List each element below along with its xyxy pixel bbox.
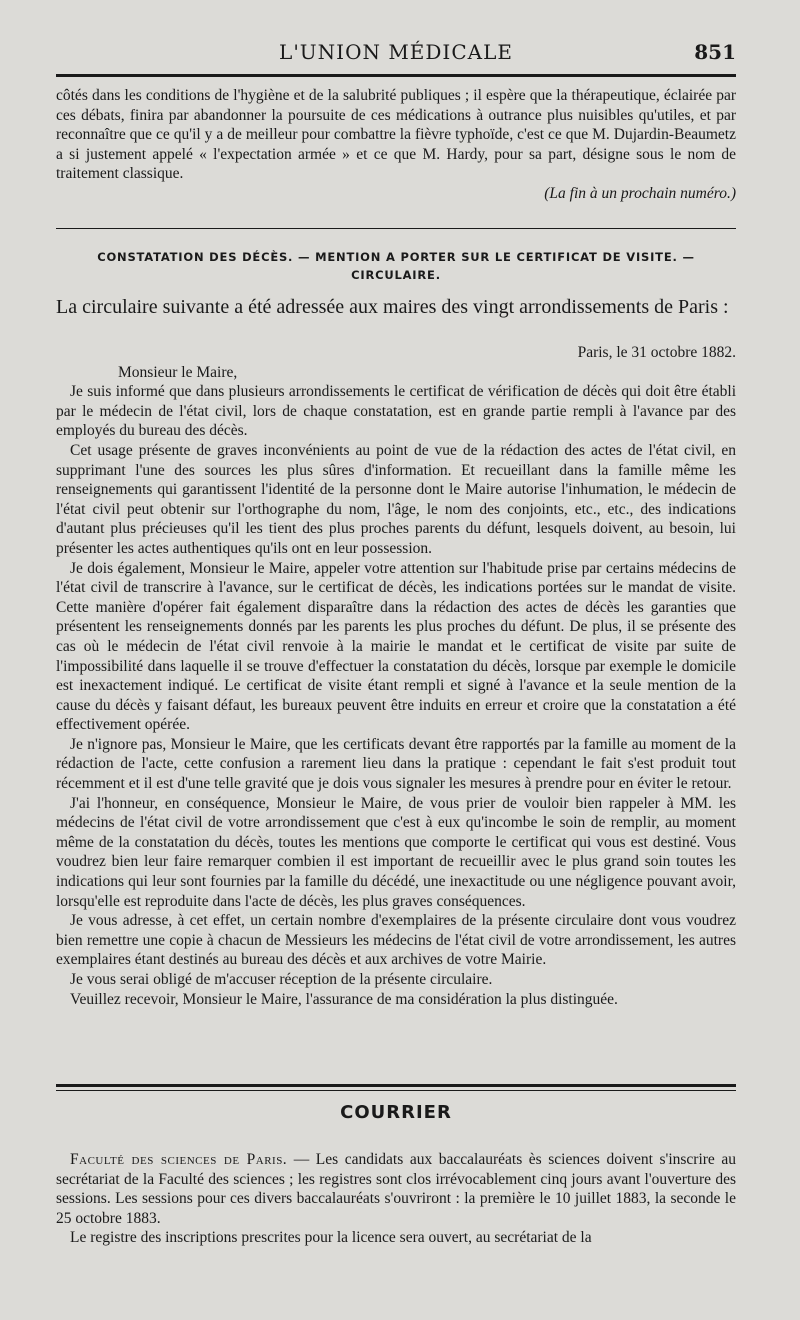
salutation: Monsieur le Maire, — [118, 363, 238, 381]
courrier-item-label: Faculté des sciences de Paris. — [70, 1151, 288, 1168]
circular-lead: La circulaire suivante a été adressée aux maires des vingt arrondissements de Paris : — [56, 296, 729, 318]
paragraph: Je suis informé que dans plusieurs arrondissements le certificat de vérification de décès qui doit être établi par le médecin de l'état civil, lors de chaque constatation, est en grande partie rempli à l'avance par des employés du bureau des décès. — [56, 383, 736, 440]
top-paragraph: côtés dans les conditions de l'hygiène et de la salubrité publiques ; il espère que la thérapeutique, éclairée par ces débats, finira par abandonner la poursuite de ces médications à outrance plus nuisibles qu'utiles, et par reconnaître que ce qu'il y a de meilleur pour combattre la fièvre typhoïde, c'est ce que M. Dujardin-Beaumetz a si justement appelé « l'expectation armée » et ce que M. Hardy, pour sa part, désigne sous le nom de traitement classique. — [56, 87, 736, 183]
paragraph: Je n'ignore pas, Monsieur le Maire, que les certificats devant être rapportés par la famille au moment de la rédaction de l'acte, cette confusion a rarement lieu dans la pratique : cependant le fait s'est produit tout récemment et il est d'une telle gravité que je dois vous signaler les mesures à prendre pour en éviter le retour. — [56, 735, 736, 793]
courrier-item-text: — Les candidats aux baccalauréats ès sciences doivent s'inscrire au secrétariat de la Faculté des sciences ; les registres sont clos irrévocablement cinq jours avant l'ouverture des sessions. Les sessions pour ces divers baccalauréats s'ouvriront : la première le 10 juillet 1883, la seconde le 25 octobre 1883. — [56, 1151, 736, 1227]
page-number: 851 — [694, 40, 736, 64]
paragraph: Je dois également, Monsieur le Maire, appeler votre attention sur l'habitude prise par certains médecins de l'état civil de transcrire à l'avance, sur le certificat de décès, les indications portées sur le mandat de visite. Cette manière d'opérer fait également disparaître dans la rédaction des actes de décès les garanties que présentent les renseignements donnés par les parents les plus proches du défunt. De plus, il se présente des cas où le médecin de l'état civil renvoie à la mairie le mandat et le certificat de visite par suite de l'impossibilité dans laquelle il se trouve d'effectuer la constatation du décès, lorsque par exemple le domicile est inexactement indiqué. Le certificat de visite étant rempli et signé à l'avance et la seule mention de la cause du décès y faisant défaut, les bureaux peuvent être induits en erreur et croire que la constatation a été effectivement opérée. — [56, 559, 736, 734]
courrier-item: Le registre des inscriptions prescrites pour la licence sera ouvert, au secrétariat de la — [70, 1229, 592, 1247]
page-header — [56, 40, 736, 70]
courrier-rule-bottom — [56, 1090, 736, 1091]
courrier-body — [56, 1150, 736, 1248]
closing: Veuillez recevoir, Monsieur le Maire, l'assurance de ma considération la plus distinguée. — [70, 990, 618, 1008]
top-article-end — [56, 86, 736, 204]
paragraph: J'ai l'honneur, en conséquence, Monsieur le Maire, de vous prier de vouloir bien rappeler à MM. les médecins de l'état civil de votre arrondissement que c'est à eux qu'incombe le soin de remplir, au moment même de la constatation du décès, toutes les mentions que comporte le certificat qui vous est destiné. Vous voudrez bien leur faire remarquer combien il est important de recueillir avec le plus grand soin toutes les indications qui leur sont fournies par la famille du décédé, une inexactitude ou une négligence pouvant avoir, lorsqu'elle est reproduite dans l'acte de décès, les plus graves conséquences. — [56, 794, 736, 910]
paragraph: Je vous adresse, à cet effet, un certain nombre d'exemplaires de la présente circulaire dont vous voudrez bien remettre une copie à chacun de Messieurs les médecins de l'état civil de votre arrondissement, les autres exemplaires étant destinés au bureau des décès et aux archives de votre Mairie. — [56, 912, 736, 969]
section-heading-line1: CONSTATATION DES DÉCÈS. — MENTION A PORTER SUR LE CERTIFICAT DE VISITE. — — [97, 250, 695, 264]
section-heading-line2: CIRCULAIRE. — [351, 268, 441, 282]
continuation-note: (La fin à un prochain numéro.) — [544, 184, 736, 202]
journal-title: L'UNION MÉDICALE — [279, 40, 513, 64]
courrier-rule-top — [56, 1084, 736, 1087]
circular-body — [56, 343, 736, 1009]
paragraph: Cet usage présente de graves inconvénients au point de vue de la rédaction des actes de l'état civil, en supprimant l'une des sources les plus sûres d'information. Et recueillant dans la famille même les renseignements qui garantissent l'identité de la personne dont le Maire autorise l'inhumation, le médecin de l'état civil peut obtenir sur l'orthographe du nom, l'âge, le nom des conjoints, etc., etc., des indications d'autant plus précieuses qu'il les tient des plus proches parents du défunt, lesquels doivent, au besoin, lui présenter les actes authentiques qu'ils ont en leur possession. — [56, 441, 736, 557]
dateline: Paris, le 31 octobre 1882. — [577, 344, 736, 361]
section-heading — [56, 248, 736, 284]
section-rule — [56, 228, 736, 229]
header-rule — [56, 74, 736, 77]
paragraph: Je vous serai obligé de m'accuser réception de la présente circulaire. — [70, 971, 493, 988]
courrier-heading: COURRIER — [340, 1102, 452, 1123]
courrier-item — [56, 1150, 736, 1228]
